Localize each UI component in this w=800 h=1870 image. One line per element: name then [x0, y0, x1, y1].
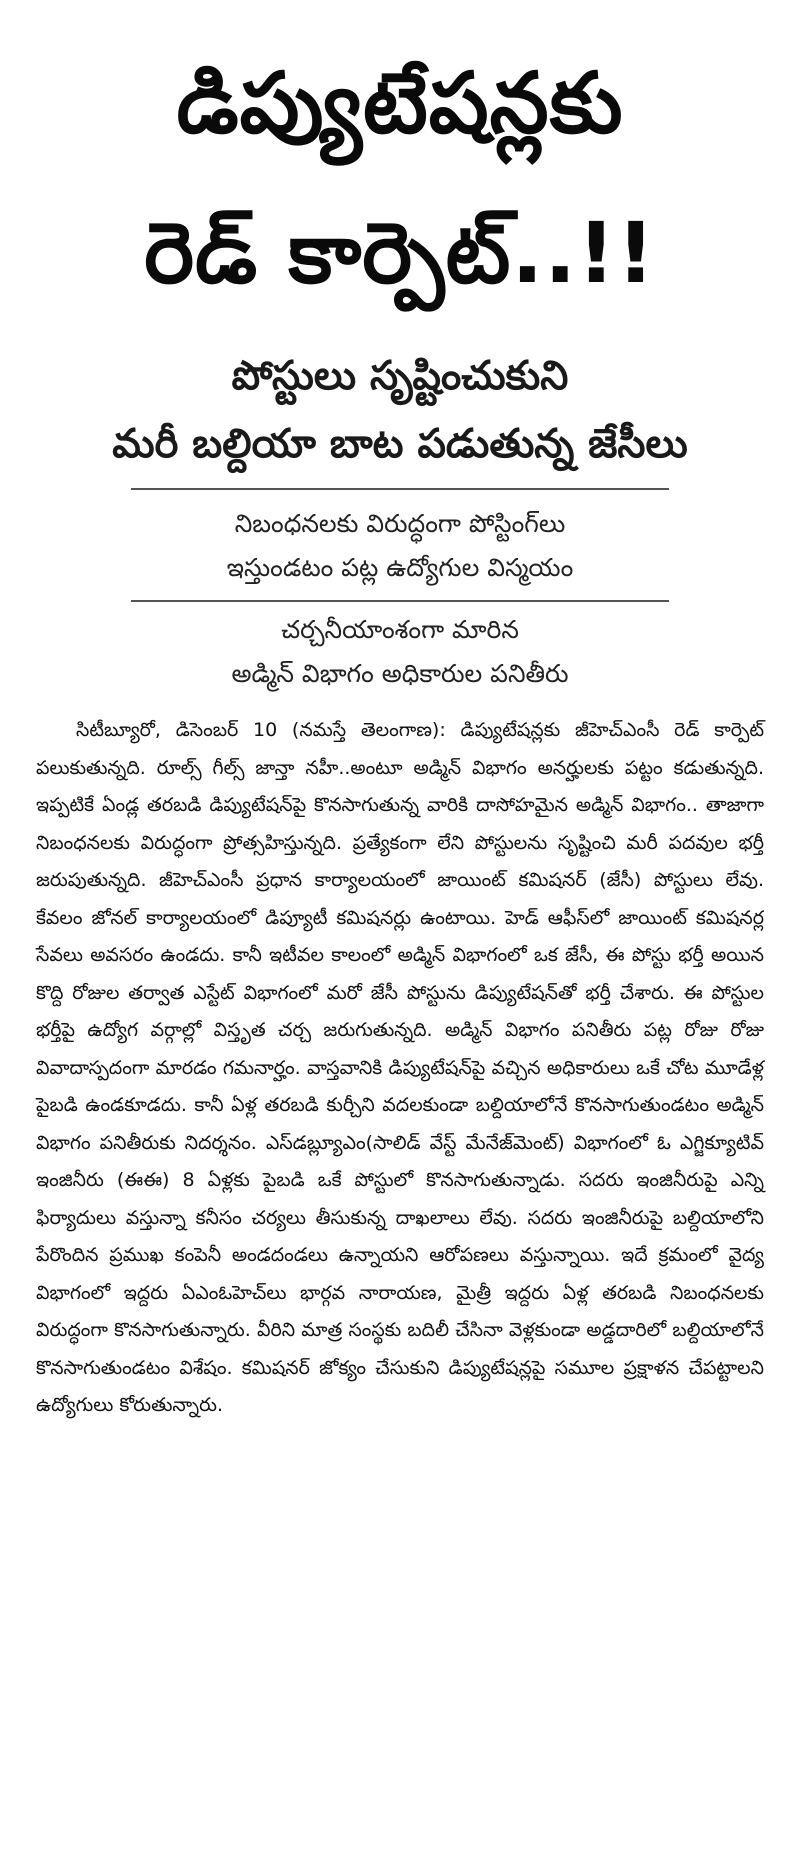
divider-middle [131, 600, 669, 602]
deck-first-line-1: నిబంధనలకు విరుద్ధంగా పోస్టింగ్‌లు [234, 509, 566, 538]
headline-line-2: రెడ్ కార్పెట్..!! [144, 204, 656, 302]
headline [36, 28, 764, 328]
deck-second-line-2: అడ్మిన్ విభాగం అధికారుల పనితీరు [231, 659, 569, 688]
subheadline [36, 342, 764, 478]
headline-line-1: డిప్యుటేషన్లకు [176, 54, 624, 152]
subheadline-line-1: పోస్టులు సృష్టించుకుని [231, 353, 569, 399]
subheadline-line-2: మరీ బల్దియా బాట పడుతున్న జేసీలు [112, 421, 688, 467]
deck-second-line-1: చర్చనీయాంశంగా మారిన [281, 615, 519, 644]
deck-second [36, 608, 764, 696]
divider-top [131, 488, 669, 490]
article-body: సిటీబ్యూరో, డిసెంబర్ 10 (నమస్తే తెలంగాణ): డిప్యుటేషన్లకు జీహెచ్ఎంసీ రెడ్ కార్పెట్ పలుకుతున్నది. రూల్స్ గీల్స్ జాన్తా నహీ..అంటూ అడ్మిన్ విభాగం అనర్హులకు పట్టం కడుతున్నది. ఇప్పటికే ఏండ్ల తరబడి డిప్యుటేషన్‌పై కొనసాగుతున్న వారికి దాసోహమైన అడ్మిన్ విభాగం.. తాజాగా నిబంధనలకు విరుద్ధంగా ప్రోత్సహిస్తున్నది. ప్రత్యేకంగా లేని పోస్టులను సృష్టించి మరీ పదవుల భర్తీ జరుపుతున్నది. జీహెచ్ఎంసీ ప్రధాన కార్యాలయంలో జాయింట్ కమిషనర్ (జేసీ) పోస్టులు లేవు. కేవలం జోనల్ కార్యాలయంలో డిప్యూటీ కమిషనర్లు ఉంటాయి. హెడ్ ఆఫీస్‌లో జాయింట్ కమిషనర్ల సేవలు అవసరం ఉండదు. కానీ ఇటీవల కాలంలో అడ్మిన్ విభాగంలో ఒక జేసీ, ఈ పోస్టు భర్తీ అయిన కొద్ది రోజుల తర్వాత ఎస్టేట్ విభాగంలో మరో జేసీ పోస్టును డిప్యుటేషన్‌తో భర్తీ చేశారు. ఈ పోస్టుల భర్తీపై ఉద్యోగ వర్గాల్లో విస్తృత చర్చ జరుగుతున్నది. అడ్మిన్ విభాగం పనితీరు పట్ల రోజు రోజు వివాదాస్పదంగా మారడం గమనార్హం. వాస్తవానికి డిప్యుటేషన్‌పై వచ్చిన అధికారులు ఒకే చోట మూడేళ్ల పైబడి ఉండకూడదు. కానీ ఏళ్ల తరబడి కుర్చీని వదలకుండా బల్దియాలోనే కొనసాగుతుండటం అడ్మిన్ విభాగం పనితీరుకు నిదర్శనం. ఎస్‌డబ్ల్యూఎం(సాలిడ్ వేస్ట్ మేనేజ్‌మెంట్) విభాగంలో ఓ ఎగ్జిక్యూటివ్ ఇంజినీరు (ఈఈ) 8 ఏళ్లకు పైబడి ఒకే పోస్టులో కొనసాగుతున్నాడు. సదరు ఇంజినీరుపై ఎన్ని ఫిర్యాదులు వస్తున్నా కనీసం చర్యలు తీసుకున్న దాఖలాలు లేవు. సదరు ఇంజినీరుపై బల్దియాలోని పేరొందిన ప్రముఖ కంపెనీ అండదండలు ఉన్నాయని ఆరోపణలు వస్తున్నాయి. ఇదే క్రమంలో వైద్య విభాగంలో ఇద్దరు ఏఎంఓహెచ్‌లు భార్గవ నారాయణ, మైత్రీ ఇద్దరు ఏళ్ల తరబడి నిబంధనలకు విరుద్ధంగా కొనసాగుతున్నారు. వీరిని మాత్ర సంస్థకు బదిలీ చేసినా వెళ్లకుండా అడ్డదారిలో బల్దియాలోనే కొనసాగుతుండటం విశేషం. కమిషనర్ జోక్యం చేసుకుని డిప్యుటేషన్లపై సమూల ప్రక్షాళన చేపట్టాలని ఉద్యోగులు కోరుతున్నారు. [36, 719, 764, 1416]
deck-first [36, 502, 764, 590]
deck-first-line-2: ఇస్తుండటం పట్ల ఉద్యోగుల విస్మయం [226, 553, 574, 582]
